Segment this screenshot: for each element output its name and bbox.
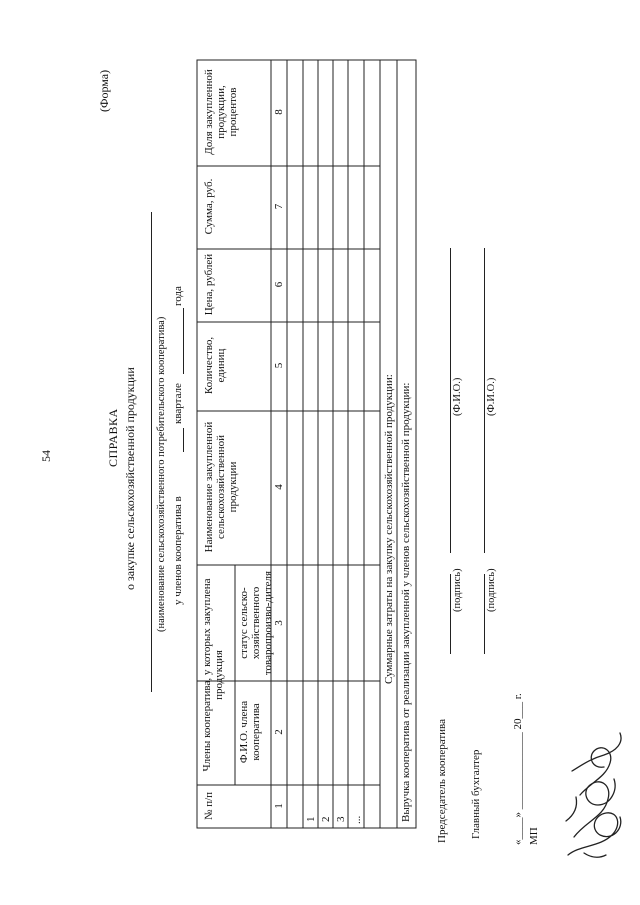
chairman-fio-line (450, 248, 451, 553)
col-number: 8 (273, 109, 285, 115)
header-product: Наименование закупленной сельскохозяйственной продукции (203, 421, 239, 553)
row-number: 1 (305, 816, 317, 822)
signature-caption: (подпись) (452, 568, 463, 612)
document-title: СПРАВКА (106, 408, 120, 467)
header-members-group: Члены кооператива, у которых закуплена продукция (201, 578, 225, 772)
period-quarter: квартале (172, 383, 184, 424)
form-label: (Форма) (97, 69, 111, 112)
header-price: Цена, рублей (203, 253, 215, 316)
col-number: 5 (273, 362, 285, 369)
header-fio: Ф.И.О. члена кооператива (238, 700, 262, 764)
revenue-label: Выручка кооператива от реализации закупленной у членов сельскохозяйственной продукции: (400, 382, 412, 822)
period-year: года (172, 286, 184, 306)
header-sum: Сумма, руб. (203, 178, 215, 235)
org-caption: (наименование сельскохозяйственного потребительского кооператива) (156, 316, 167, 632)
header-quantity: Количество, единиц (203, 336, 227, 395)
handwritten-signature (560, 725, 632, 865)
period-prefix: у членов кооператива в (172, 496, 184, 605)
fio-caption: (Ф.И.О.) (452, 377, 463, 416)
accountant-fio-line (484, 248, 485, 553)
document-subtitle: о закупке сельскохозяйственной продукции (123, 367, 137, 590)
accountant-label: Главный бухгалтер (470, 749, 482, 839)
fio-caption: (Ф.И.О.) (486, 377, 497, 416)
page-number: 54 (39, 450, 53, 462)
col-number: 4 (273, 484, 285, 490)
accountant-signature-line (484, 574, 485, 654)
chairman-label: Председатель кооператива (436, 719, 448, 843)
row-number: ... (351, 815, 363, 824)
col-number: 2 (273, 729, 285, 735)
header-status: статус сельско-хозяйственного товаропроизво-дителя (238, 570, 274, 676)
col-number: 7 (273, 203, 285, 210)
chairman-signature-line (450, 574, 451, 654)
total-costs-label: Суммарные затраты на закупку сельскохозяйственной продукции: (383, 374, 395, 684)
col-number: 1 (273, 803, 285, 809)
date-line: «____» ______________ 20___ г. (512, 693, 524, 845)
stamp-label: МП (528, 827, 540, 845)
row-number: 2 (320, 816, 332, 822)
signature-caption: (подпись) (486, 568, 497, 612)
header-share: Доля закупленной продукции, процентов (203, 69, 239, 155)
col-number: 6 (273, 281, 285, 288)
col-number: 3 (273, 620, 285, 626)
row-number: 3 (335, 816, 347, 822)
header-num: № п/п (203, 791, 215, 821)
